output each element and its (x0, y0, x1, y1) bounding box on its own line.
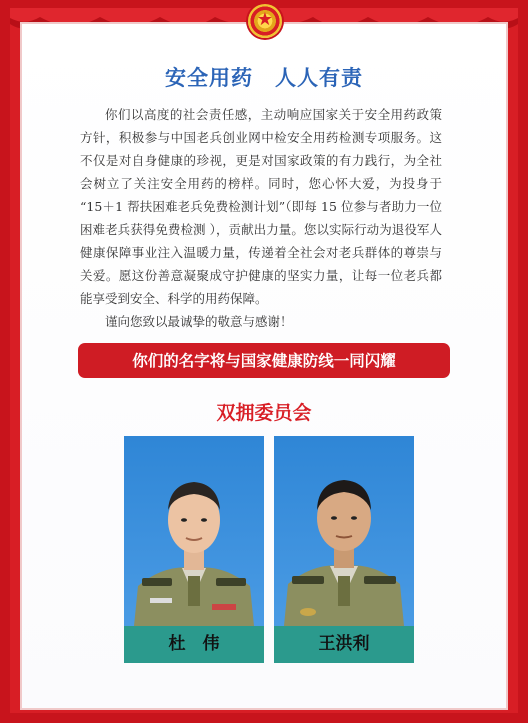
letter-paragraph-2: 谨向您致以最诚挚的敬意与感谢！ (105, 314, 293, 329)
member-card (274, 436, 414, 663)
member-card (124, 436, 264, 663)
portrait-illustration (274, 436, 414, 626)
member-name: 王洪利 (274, 626, 414, 663)
letter-body (80, 103, 442, 333)
star-emblem-icon: ★ (248, 4, 282, 38)
page-title: 安全用药 人人有责 (165, 66, 363, 90)
committee-heading: 双拥委员会 (216, 402, 312, 424)
member-photo (124, 436, 264, 626)
member-name: 杜 伟 (124, 626, 264, 663)
honor-banner: 你们的名字将与国家健康防线一同闪耀 (78, 343, 450, 378)
member-photo (274, 436, 414, 626)
portrait-illustration (124, 436, 264, 626)
letter-paragraph-1: 你们以高度的社会责任感，主动响应国家关于安全用药政策方针，积极参与中国老兵创业网中检安全用药检测专项服务。这不仅是对自身健康的珍视，更是对国家政策的有力践行，为全社会树立了关注安全用药的榜样。同时，您心怀大爱，为投身于 “15＋1 帮扶困难老兵免费检测计划”（即每 15 位参与者助力一位困难老兵获得免费检测 ），贡献出力量。您以实际行动为退役军人健康保障事业注入温暖力量，传递着全社会对老兵群体的尊崇与关爱。愿这份善意凝聚成守护健康的坚实力量，让每一位老兵都能享受到安全、科学的用药保障。 (80, 107, 442, 306)
